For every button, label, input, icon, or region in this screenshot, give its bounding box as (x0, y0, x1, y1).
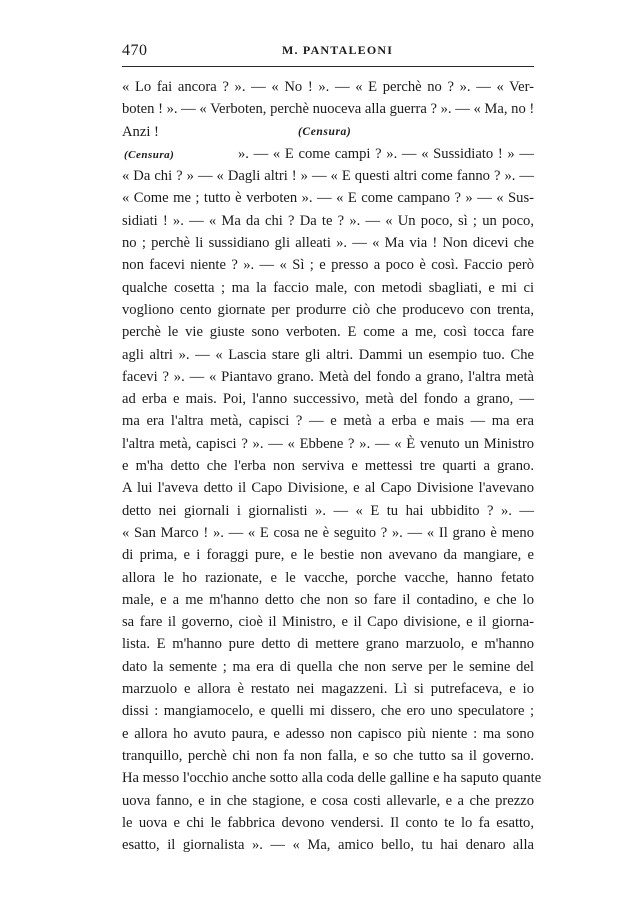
text-line: « San Marco ! ». — « E cosa ne è seguito ? ». — « Il grano è meno (122, 524, 534, 541)
text-line: qualche cosetta ; ma la faccio male, con metodi sbagliati, e mi ci (122, 279, 534, 296)
text-line: dissi : mangiamocelo, e quelli mi dissero, che ero uno speculatore ; (122, 703, 534, 720)
text-line: « Da chi ? » — « Dagli altri ! » — « E questi altri come fanno ? ». — (122, 168, 534, 185)
text-line: di prima, e i foraggi pure, e le bestie non avevano da mangiare, e (122, 547, 534, 564)
text-line: uova fanno, e in che stagione, e cosa costi allevarle, e a che prezzo (122, 792, 534, 809)
text-line: « Come me ; tutto è verboten ». — « E come campano ? » — « Sus- (122, 190, 534, 207)
text-line: lista. E m'hanno pure detto di mettere grano marzuolo, e m'hanno (122, 636, 534, 653)
text-line: no ; perchè li sussidiano gli alleati ». — « Ma via ! Non dicevi che (122, 235, 534, 252)
text-line: sa fare il governo, cioè il Ministro, e il Capo divisione, e il giorna- (122, 614, 534, 631)
text-line: e allora ho avuto paura, e adesso non capisco più niente : ma sono (122, 725, 534, 742)
text-line: detto nei giornali i giornalisti ». — « E tu hai ubbidito ? ». — (122, 502, 534, 519)
running-head: M. PANTALEONI (282, 43, 394, 57)
text-line-content: Anzi ! (122, 123, 159, 140)
text-line: Ha messo l'occhio anche sotto alla coda delle galline e ha saputo quante (122, 770, 542, 787)
text-line: esatto, il giornalista ». — « Ma, amico bello, tu hai denaro alla (122, 837, 534, 854)
text-line: l'altra metà, capisci ? ». — « Ebbene ? ». — « È venuto un Ministro (122, 435, 534, 452)
text-line: boten ! ». — « Verboten, perchè nuoceva alla guerra ? ». — « Ma, no ! (122, 101, 535, 118)
text-line: non facevi niente ? ». — « Sì ; e presso a poco è così. Faccio però (122, 257, 534, 274)
text-line: tranquillo, perchè chi non fa non falla, e so che tutto sa il governo. (122, 747, 534, 764)
text-line: perchè le vie giuste sono verboten. E come a me, così tocca fare (122, 324, 534, 341)
text-line-content: ». — « E come campi ? ». — « Sussidiato ! » — (238, 145, 534, 162)
text-line: ad erba e mais. Poi, l'anno successivo, metà del fondo a grano, — (122, 391, 534, 408)
text-line: e m'ha detto che l'erba non serviva e mettessi tre quarti a grano. (122, 458, 534, 475)
text-line: male, e a me m'hanno detto che non so fare il contadino, e che lo (122, 591, 534, 608)
text-line: ma era l'altra metà, capisci ? — e metà a erba e mais — ma era (122, 413, 534, 430)
text-line (122, 143, 534, 165)
text-line: « Lo fai ancora ? ». — « No ! ». — « E perchè no ? ». — « Ver- (122, 79, 534, 95)
page-header (122, 42, 534, 64)
text-line: sidiati ! ». — « Ma da chi ? Da te ? ». — « Un poco, sì ; un poco, (122, 212, 534, 229)
text-line: marzuolo e allora è restato nei magazzeni. Lì si putrefaceva, e io (122, 681, 534, 698)
text-line: agli altri ». — « Lascia stare gli altri. Dammi un esempio tuo. Che (122, 346, 534, 363)
text-line: le uova e chi le fabbrica devono vendersi. Il conto te lo fa esatto, (122, 814, 534, 831)
text-line: vogliono cento giornate per produrre ciò che producevo con trenta, (122, 301, 534, 318)
text-line: allora le ho razionate, e le vacche, porche vacche, hanno fetato (122, 569, 534, 586)
header-rule (122, 66, 534, 67)
text-line: A lui l'aveva detto il Capo Divisione, e al Capo Divisione l'avevano (122, 480, 534, 497)
text-line: dato la semente ; ma era di quella che non serve per le semine del (122, 658, 534, 675)
page-number: 470 (122, 42, 148, 59)
body-text (122, 76, 542, 856)
text-line (122, 121, 534, 143)
text-line: facevi ? ». — « Piantavo grano. Metà del fondo a grano, l'altra metà (122, 368, 534, 385)
censura-mark: (Censura) (124, 148, 175, 161)
censura-mark: (Censura) (298, 125, 352, 138)
